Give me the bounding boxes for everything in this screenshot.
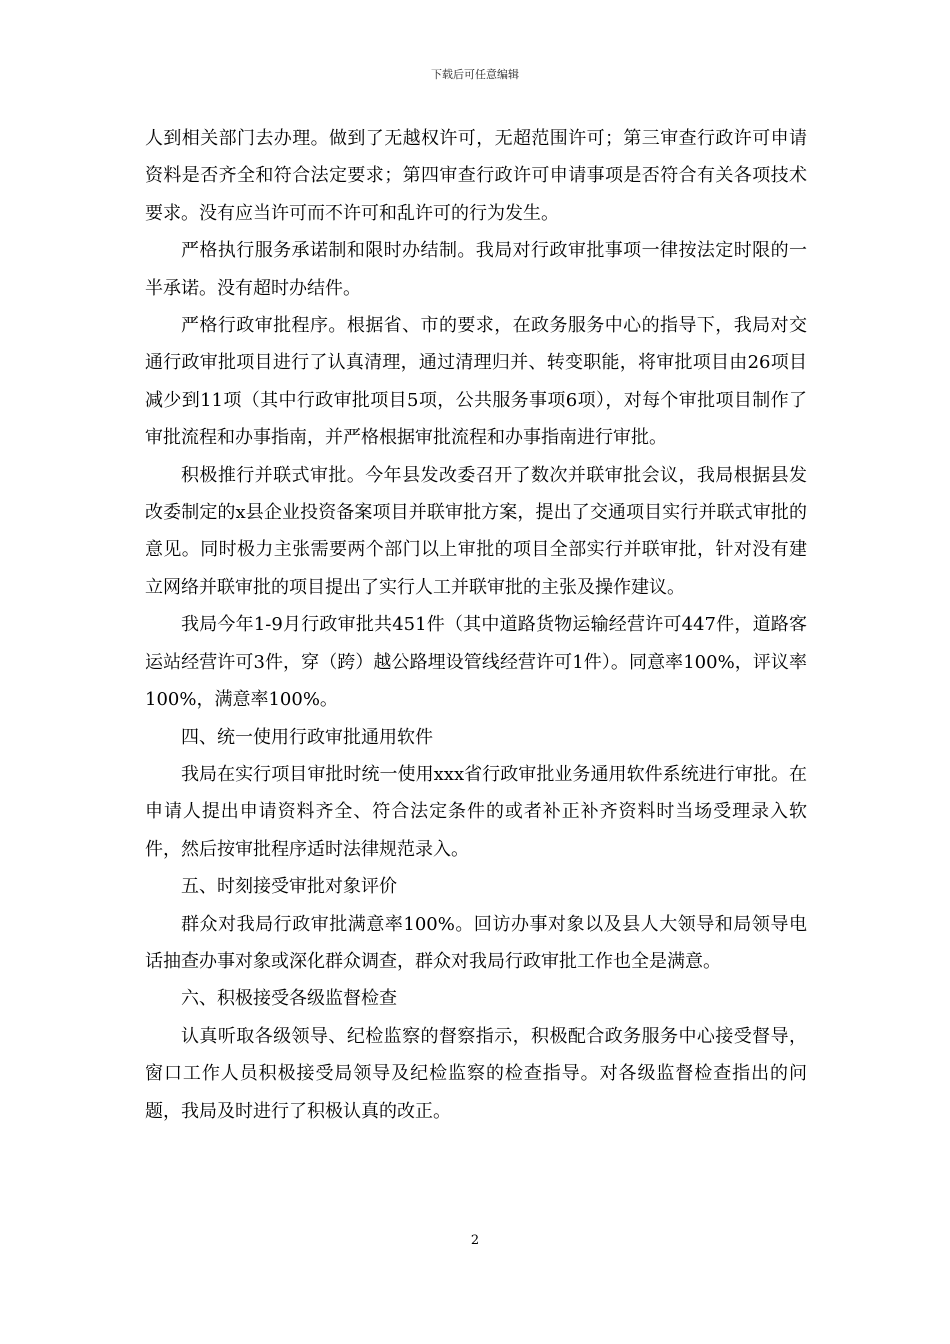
page-number: 2 (470, 1233, 480, 1248)
section-heading-supervision: 六、积极接受各级监督检查 (181, 988, 397, 1010)
paragraph-software: 我局在实行项目审批时统一使用xxx省行政审批业务通用软件系统进行审批。在申请人提出申请资料齐全、符合法定条件的或者补正补齐资料时当场受理录入软件，然后按审批程序适时法律规范录入。 (145, 763, 807, 860)
section-heading-software: 四、统一使用行政审批通用软件 (181, 726, 433, 748)
paragraph-continuation: 人到相关部门去办理。做到了无越权许可，无超范围许可；第三审查行政许可申请资料是否齐全和符合法定要求；第四审查行政许可申请事项是否符合有关各项技术要求。没有应当许可而不许可和乱许可的行为发生。 (145, 128, 807, 224)
paragraph-parallel-approval: 积极推行并联式审批。今年县发改委召开了数次并联审批会议，我局根据县发改委制定的x县企业投资备案项目并联审批方案，提出了交通项目实行并联式审批的意见。同时极力主张需要两个部门以上审批的项目全部实行并联审批，针对没有建立网络并联审批的项目提出了实行人工并联审批的主张及操作建议。 (145, 464, 807, 598)
paragraph-approval-statistics: 我局今年1-9月行政审批共451件（其中道路货物运输经营许可447件，道路客运站经营许可3件，穿（跨）越公路埋设管线经营许可1件）。同意率100%，评议率100%，满意率100%。 (145, 614, 807, 711)
document-body (145, 120, 807, 1130)
paragraph-approval-procedure: 严格行政审批程序。根据省、市的要求，在政务服务中心的指导下，我局对交通行政审批项目进行了认真清理，通过清理归并、转变职能，将审批项目由26项目减少到11项（其中行政审批项目5项，公共服务事项6项），对每个审批项目制作了审批流程和办事指南，并严格根据审批流程和办事指南进行审批。 (145, 315, 807, 449)
paragraph-service-commitment: 严格执行服务承诺制和限时办结制。我局对行政审批事项一律按法定时限的一半承诺。没有超时办结件。 (145, 240, 807, 299)
paragraph-evaluation: 群众对我局行政审批满意率100%。回访办事对象以及县人大领导和局领导电话抽查办事对象或深化群众调查，群众对我局行政审批工作也全是满意。 (145, 913, 807, 972)
paragraph-supervision: 认真听取各级领导、纪检监察的督察指示，积极配合政务服务中心接受督导，窗口工作人员积极接受局领导及纪检监察的检查指导。对各级监督检查指出的问题，我局及时进行了积极认真的改正。 (145, 1025, 807, 1122)
section-heading-evaluation: 五、时刻接受审批对象评价 (181, 876, 397, 898)
page-header: 下载后可任意编辑 (431, 68, 519, 81)
